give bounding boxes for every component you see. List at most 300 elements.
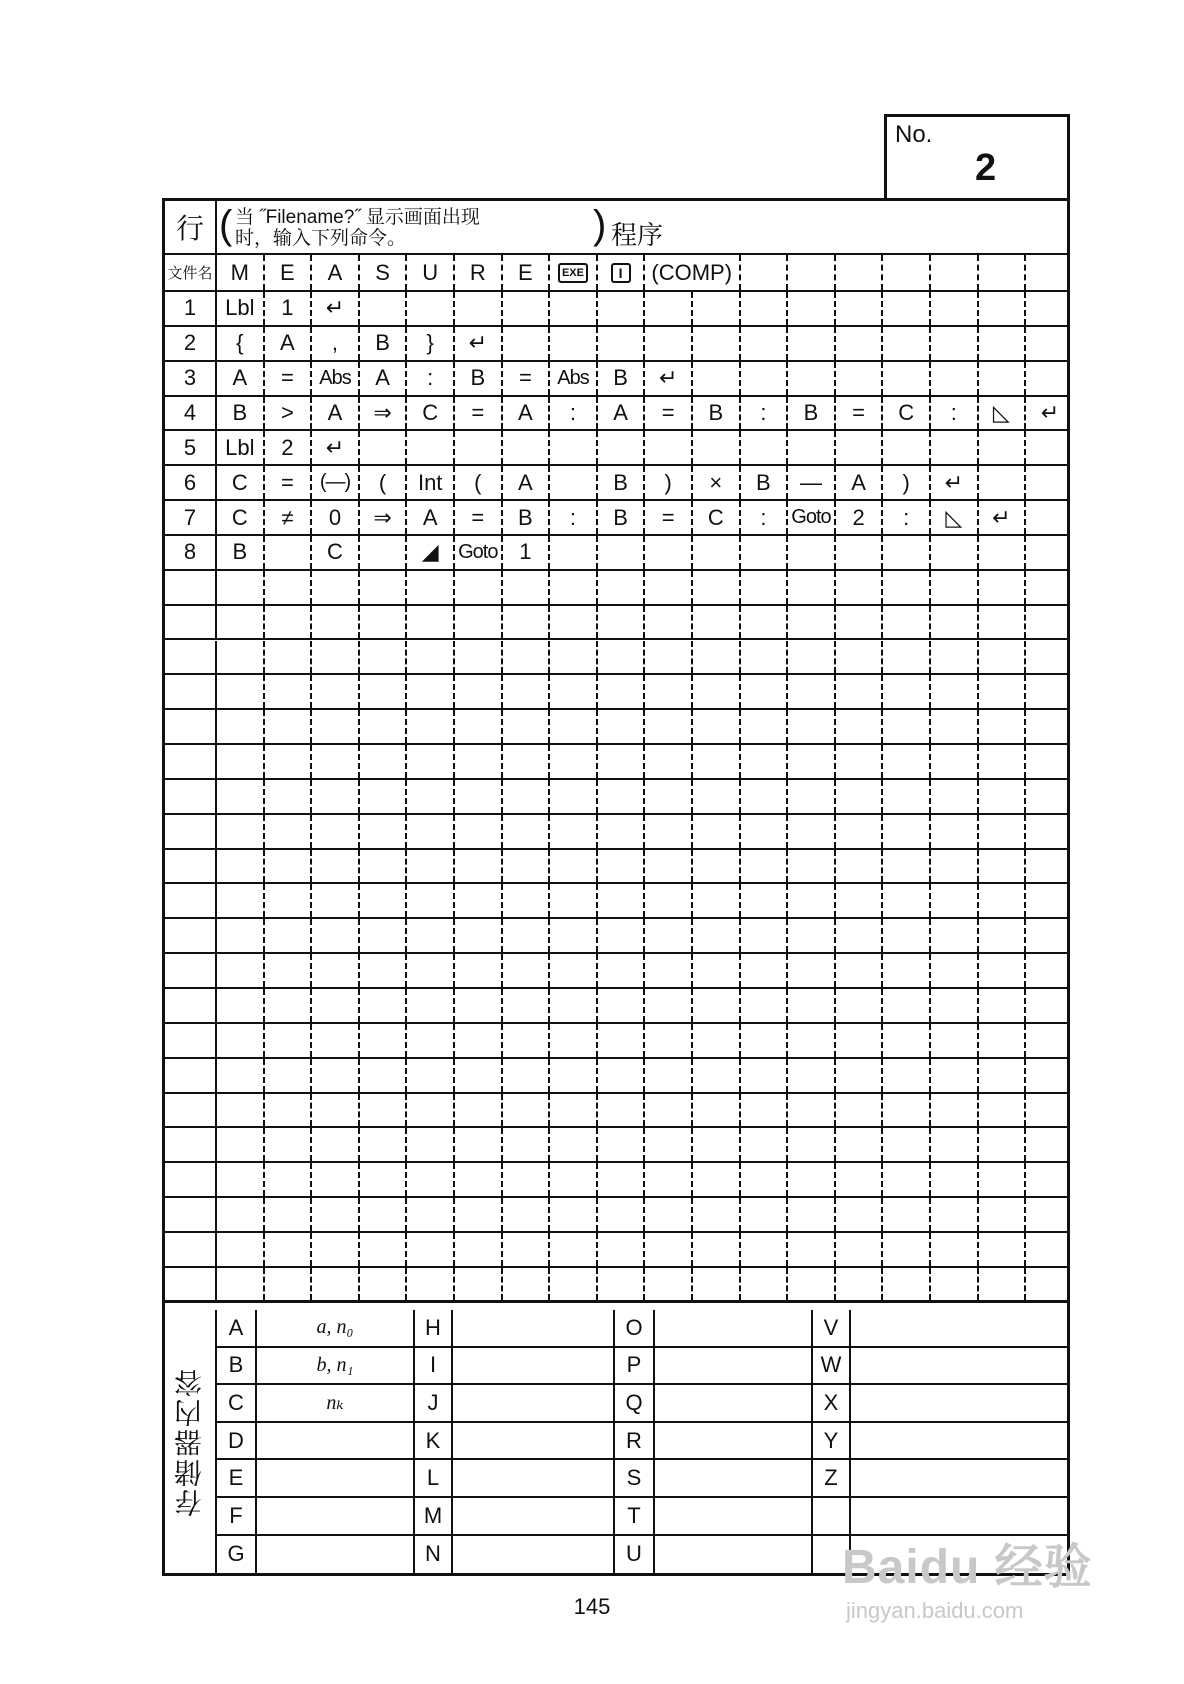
- program-cell: C: [217, 466, 265, 499]
- program-cell: [836, 675, 884, 708]
- program-cell: [598, 954, 646, 987]
- memory-row: [217, 1385, 1067, 1423]
- program-cell: [217, 641, 265, 674]
- program-cell: [741, 919, 789, 952]
- memory-value: [453, 1385, 615, 1421]
- program-cell: [265, 954, 313, 987]
- program-cell: [1026, 675, 1074, 708]
- program-cell: [217, 1268, 265, 1300]
- program-cell: [360, 1268, 408, 1300]
- program-cell: [836, 919, 884, 952]
- memory-value: [851, 1348, 1067, 1384]
- program-cell: [741, 292, 789, 325]
- program-cell: [550, 989, 598, 1022]
- program-cell: [788, 327, 836, 360]
- program-cell: [503, 1198, 551, 1231]
- program-cell: [1026, 1059, 1074, 1092]
- program-cell: [1026, 745, 1074, 778]
- memory-key: Y: [813, 1423, 851, 1459]
- program-cell: B: [360, 327, 408, 360]
- program-cell: [741, 850, 789, 883]
- program-cell: [360, 989, 408, 1022]
- program-cell: [360, 710, 408, 743]
- program-cell: [312, 710, 360, 743]
- memory-value: [453, 1460, 615, 1496]
- line-number: 4: [165, 397, 217, 430]
- program-cell: [645, 919, 693, 952]
- program-cell: [217, 1024, 265, 1057]
- program-cell: [407, 1128, 455, 1161]
- program-cell: [503, 710, 551, 743]
- filename-cell: U: [407, 255, 455, 290]
- program-cell: [360, 536, 408, 569]
- program-cell: ⇒: [360, 397, 408, 430]
- program-cell: [407, 1198, 455, 1231]
- program-cell: 2: [836, 501, 884, 534]
- program-cell: [1026, 780, 1074, 813]
- program-cell: 1: [503, 536, 551, 569]
- memory-value: [851, 1423, 1067, 1459]
- program-cell: [931, 1024, 979, 1057]
- program-cell: [788, 1163, 836, 1196]
- program-cell: [931, 1233, 979, 1266]
- program-cell: [598, 1128, 646, 1161]
- program-line: [165, 850, 1067, 885]
- line-number: [165, 675, 217, 708]
- program-cell: [931, 1094, 979, 1127]
- program-cell: [598, 815, 646, 848]
- program-cell: [883, 850, 931, 883]
- line-number: [165, 1268, 217, 1300]
- program-cell: [455, 1163, 503, 1196]
- program-cell: [836, 989, 884, 1022]
- program-cell: [550, 850, 598, 883]
- program-cell: [741, 780, 789, 813]
- program-cell: [598, 431, 646, 464]
- program-cell: [407, 1268, 455, 1300]
- program-cell: [407, 745, 455, 778]
- program-cell: [883, 536, 931, 569]
- number-label: No.: [895, 121, 933, 148]
- program-cell: [741, 675, 789, 708]
- memory-key: V: [813, 1310, 851, 1346]
- program-cell: —: [788, 466, 836, 499]
- program-cell: ×: [693, 466, 741, 499]
- memory-value: [655, 1385, 813, 1421]
- program-cell: [360, 571, 408, 604]
- memory-value: [655, 1423, 813, 1459]
- program-cell: [788, 850, 836, 883]
- program-cell: [312, 815, 360, 848]
- program-cell: [883, 1163, 931, 1196]
- filename-cell: M: [217, 255, 265, 290]
- program-cell: [503, 745, 551, 778]
- program-cell: [503, 954, 551, 987]
- program-cell: :: [883, 501, 931, 534]
- program-cell: A: [836, 466, 884, 499]
- program-cell: (: [455, 466, 503, 499]
- program-cell: [503, 780, 551, 813]
- program-cell: [931, 1198, 979, 1231]
- program-cell: [265, 1198, 313, 1231]
- program-cell: [645, 815, 693, 848]
- memory-row: [217, 1348, 1067, 1386]
- program-cell: [1026, 536, 1074, 569]
- program-line: [165, 1094, 1067, 1129]
- program-cell: [503, 1163, 551, 1196]
- program-cell: [788, 989, 836, 1022]
- filename-cell: R: [455, 255, 503, 290]
- program-cell: [836, 815, 884, 848]
- program-cell: [265, 1128, 313, 1161]
- program-cell: [741, 954, 789, 987]
- program-cell: [1026, 501, 1074, 534]
- memory-key: R: [615, 1423, 655, 1459]
- program-cell: [550, 919, 598, 952]
- program-cell: [693, 571, 741, 604]
- line-number: [165, 1233, 217, 1266]
- program-cell: [836, 1268, 884, 1300]
- program-cell: [312, 1059, 360, 1092]
- program-cell: [550, 1163, 598, 1196]
- program-cell: :: [741, 501, 789, 534]
- program-cell: ↵: [645, 362, 693, 395]
- program-line: [165, 641, 1067, 676]
- program-cell: [312, 1163, 360, 1196]
- program-cell: [503, 675, 551, 708]
- program-cell: [741, 1059, 789, 1092]
- program-cell: [407, 850, 455, 883]
- program-cell: [788, 675, 836, 708]
- program-line: [165, 675, 1067, 710]
- program-cell: [693, 1024, 741, 1057]
- program-cell: [788, 780, 836, 813]
- program-cell: [788, 431, 836, 464]
- program-cell: [931, 815, 979, 848]
- program-cell: [1026, 1198, 1074, 1231]
- filename-cell: [598, 255, 646, 290]
- program-cell: [598, 641, 646, 674]
- program-cell: [645, 606, 693, 639]
- program-cell: [979, 1163, 1027, 1196]
- program-cell: [312, 675, 360, 708]
- program-cell: [741, 884, 789, 917]
- memory-value: [655, 1498, 813, 1534]
- program-cell: [741, 745, 789, 778]
- program-cell: Goto: [788, 501, 836, 534]
- program-cell: [265, 536, 313, 569]
- program-cell: [217, 1163, 265, 1196]
- program-cell: [645, 675, 693, 708]
- program-cell: [883, 884, 931, 917]
- program-cell: [836, 362, 884, 395]
- program-cell: [265, 1059, 313, 1092]
- program-cell: [883, 989, 931, 1022]
- program-cell: [979, 850, 1027, 883]
- program-cell: [645, 884, 693, 917]
- program-cell: [598, 919, 646, 952]
- program-line: [165, 780, 1067, 815]
- program-cell: [788, 641, 836, 674]
- program-cell: [360, 780, 408, 813]
- line-header: 行: [165, 201, 217, 253]
- program-cell: [741, 989, 789, 1022]
- program-cell: [645, 710, 693, 743]
- program-cell: {: [217, 327, 265, 360]
- program-cell: [265, 1163, 313, 1196]
- program-cell: [503, 1024, 551, 1057]
- program-cell: [598, 1233, 646, 1266]
- program-cell: =: [265, 362, 313, 395]
- program-cell: [979, 1268, 1027, 1300]
- program-cell: [360, 1024, 408, 1057]
- program-cell: A: [217, 362, 265, 395]
- program-cell: [645, 571, 693, 604]
- program-cell: [217, 919, 265, 952]
- program-cell: ,: [312, 327, 360, 360]
- program-cell: [836, 1059, 884, 1092]
- memory-value: [257, 1498, 415, 1534]
- program-cell: }: [407, 327, 455, 360]
- program-cell: =: [645, 501, 693, 534]
- program-cell: [265, 989, 313, 1022]
- program-cell: [979, 1059, 1027, 1092]
- program-line: [165, 606, 1067, 641]
- program-line: [165, 919, 1067, 954]
- line-number: [165, 1163, 217, 1196]
- program-cell: [265, 919, 313, 952]
- program-cell: [455, 1024, 503, 1057]
- program-cell: [503, 815, 551, 848]
- program-cell: [741, 1128, 789, 1161]
- program-cell: ↵: [931, 466, 979, 499]
- program-cell: [217, 1094, 265, 1127]
- program-cell: [360, 641, 408, 674]
- program-cell: [836, 606, 884, 639]
- program-cell: [550, 641, 598, 674]
- program-cell: [550, 780, 598, 813]
- program-cell: [979, 536, 1027, 569]
- program-cell: [312, 989, 360, 1022]
- program-cell: [312, 780, 360, 813]
- program-cell: [360, 745, 408, 778]
- program-cell: [455, 431, 503, 464]
- program-cell: [217, 1059, 265, 1092]
- program-cell: [312, 1128, 360, 1161]
- program-cell: [217, 780, 265, 813]
- program-cell: [598, 1094, 646, 1127]
- program-cell: :: [931, 397, 979, 430]
- program-cell: [741, 1163, 789, 1196]
- header-row: [165, 201, 1067, 255]
- program-cell: [217, 850, 265, 883]
- program-cell: [455, 780, 503, 813]
- program-cell: [360, 675, 408, 708]
- memory-key: T: [615, 1498, 655, 1534]
- program-cell: [693, 780, 741, 813]
- program-cell: [360, 1198, 408, 1231]
- memory-value: [851, 1310, 1067, 1346]
- memory-value: [453, 1310, 615, 1346]
- program-cell: [788, 1024, 836, 1057]
- instruction-line-1: 当 ˝Filename?˝ 显示画面出现: [235, 207, 480, 228]
- program-cell: [836, 431, 884, 464]
- program-cell: [1026, 431, 1074, 464]
- program-cell: [645, 954, 693, 987]
- program-cell: [360, 850, 408, 883]
- program-cell: [550, 1128, 598, 1161]
- program-cell: [836, 1094, 884, 1127]
- program-cell: [883, 362, 931, 395]
- program-cell: B: [693, 397, 741, 430]
- program-cell: 1: [265, 292, 313, 325]
- watermark: [842, 1528, 1093, 1623]
- memory-key: M: [415, 1498, 453, 1534]
- program-cell: [788, 1233, 836, 1266]
- program-cell: [360, 1094, 408, 1127]
- program-cell: [741, 1094, 789, 1127]
- filename-empty-cell: [1026, 255, 1074, 290]
- program-cell: [1026, 1024, 1074, 1057]
- memory-value: a, n₀: [257, 1310, 415, 1346]
- program-cell: [883, 780, 931, 813]
- program-cell: [931, 884, 979, 917]
- program-cell: [265, 780, 313, 813]
- program-cell: B: [598, 466, 646, 499]
- program-cell: [1026, 1233, 1074, 1266]
- program-cell: [598, 571, 646, 604]
- program-cell: [979, 1094, 1027, 1127]
- program-cell: [550, 675, 598, 708]
- program-cell: [883, 675, 931, 708]
- program-cell: [550, 1059, 598, 1092]
- i-key-icon: I: [611, 263, 631, 283]
- program-cell: [979, 1128, 1027, 1161]
- program-cell: [931, 1059, 979, 1092]
- program-cell: [217, 606, 265, 639]
- program-cell: [312, 1094, 360, 1127]
- program-cell: [1026, 1128, 1074, 1161]
- program-cell: =: [836, 397, 884, 430]
- program-cell: [455, 815, 503, 848]
- program-cell: [741, 431, 789, 464]
- program-cell: ): [645, 466, 693, 499]
- program-cell: B: [598, 501, 646, 534]
- filename-cell: E: [265, 255, 313, 290]
- program-cell: [883, 606, 931, 639]
- memory-key: H: [415, 1310, 453, 1346]
- program-cell: [836, 1233, 884, 1266]
- number-box: [884, 114, 1070, 200]
- line-number: [165, 884, 217, 917]
- memory-row: [217, 1460, 1067, 1498]
- memory-row: [217, 1310, 1067, 1348]
- program-cell: [645, 292, 693, 325]
- program-cell: C: [312, 536, 360, 569]
- program-cell: [979, 292, 1027, 325]
- program-cell: :: [550, 501, 598, 534]
- program-cell: [693, 919, 741, 952]
- program-cell: [693, 954, 741, 987]
- program-cell: [645, 1268, 693, 1300]
- program-cell: [550, 1094, 598, 1127]
- program-cell: [693, 745, 741, 778]
- program-cell: [407, 919, 455, 952]
- program-line: [165, 710, 1067, 745]
- memory-key: G: [217, 1536, 257, 1574]
- program-cell: [883, 1198, 931, 1231]
- memory-key: E: [217, 1460, 257, 1496]
- program-cell: [598, 1024, 646, 1057]
- memory-value: nₖ: [257, 1385, 415, 1421]
- instruction-line-2: 时，输入下列命令。: [235, 228, 407, 249]
- program-cell: [217, 675, 265, 708]
- program-cell: [1026, 362, 1074, 395]
- memory-value: [851, 1385, 1067, 1421]
- program-cell: [312, 919, 360, 952]
- program-line: [165, 954, 1067, 989]
- program-cell: [550, 606, 598, 639]
- program-cell: [407, 675, 455, 708]
- line-number: [165, 641, 217, 674]
- program-line: [165, 397, 1067, 432]
- program-cell: ↵: [455, 327, 503, 360]
- program-cell: [1026, 1268, 1074, 1300]
- instruction-text: [235, 207, 480, 249]
- program-cell: [550, 431, 598, 464]
- program-cell: ↵: [979, 501, 1027, 534]
- program-cell: [598, 292, 646, 325]
- line-number: 7: [165, 501, 217, 534]
- program-line: [165, 536, 1067, 571]
- program-cell: [788, 1059, 836, 1092]
- memory-key: D: [217, 1423, 257, 1459]
- program-cell: ): [883, 466, 931, 499]
- program-cell: B: [217, 397, 265, 430]
- program-cell: [741, 710, 789, 743]
- line-number: [165, 989, 217, 1022]
- program-line: [165, 1268, 1067, 1303]
- program-cell: [931, 431, 979, 464]
- program-cell: [265, 850, 313, 883]
- program-cell: ◢: [407, 536, 455, 569]
- program-cell: [1026, 919, 1074, 952]
- program-cell: [217, 745, 265, 778]
- program-cell: [550, 1233, 598, 1266]
- program-cell: [979, 780, 1027, 813]
- program-cell: [217, 1198, 265, 1231]
- program-cell: [312, 1198, 360, 1231]
- program-cell: [979, 606, 1027, 639]
- program-cell: [598, 606, 646, 639]
- program-cell: =: [503, 362, 551, 395]
- program-cell: [407, 1233, 455, 1266]
- program-cell: [550, 884, 598, 917]
- program-cell: [407, 815, 455, 848]
- program-cell: [931, 327, 979, 360]
- program-line: [165, 327, 1067, 362]
- program-cell: [979, 710, 1027, 743]
- program-cell: [741, 536, 789, 569]
- program-cell: [931, 989, 979, 1022]
- program-cell: [455, 675, 503, 708]
- program-line: [165, 466, 1067, 501]
- memory-key: B: [217, 1348, 257, 1384]
- program-cell: [979, 919, 1027, 952]
- program-cell: [788, 919, 836, 952]
- program-cell: [503, 1128, 551, 1161]
- line-number: [165, 745, 217, 778]
